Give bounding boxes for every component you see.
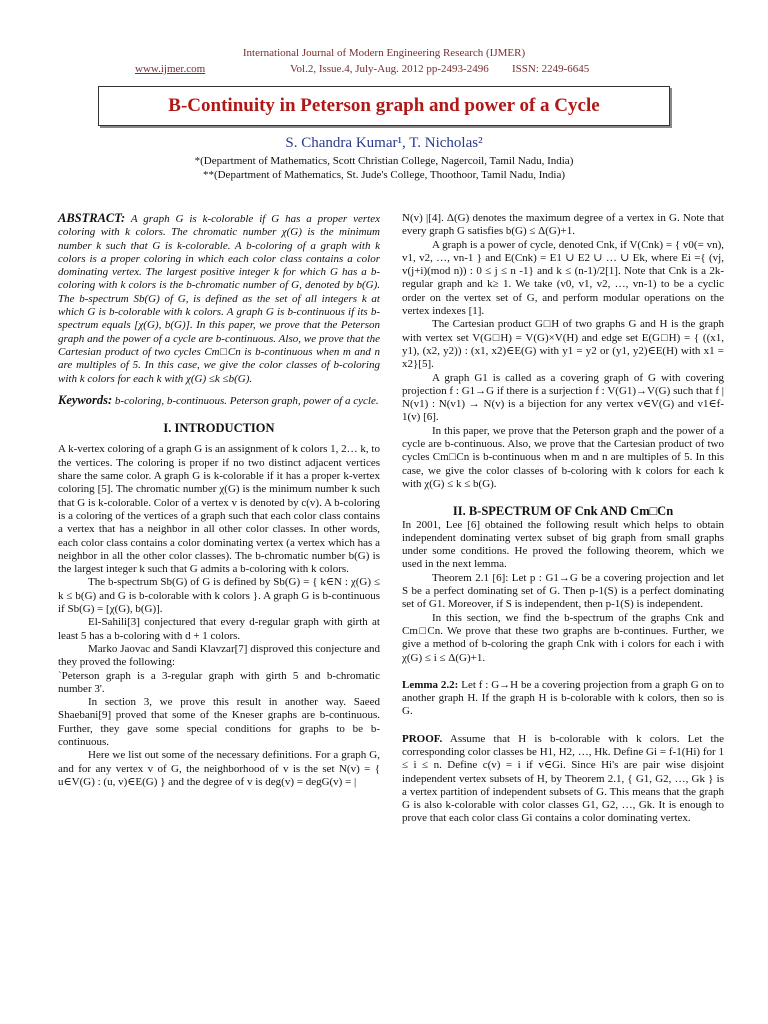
issn-info: ISSN: 2249-6645 — [512, 63, 590, 75]
lemma-text: Let f : G→H be a covering projection from a graph G on to another graph H. If the graph H is b-colorable with k colors, then so is G. — [402, 678, 724, 718]
authors: S. Chandra Kumar¹, T. Nicholas² — [285, 135, 483, 151]
proof-label: PROOF. — [402, 732, 443, 745]
keywords-text: b-coloring, b-continuous. Peterson graph, power of a cycle. — [114, 394, 379, 407]
proof-paragraph — [402, 733, 724, 826]
volume-info: Vol.2, Issue.4, July-Aug. 2012 pp-2493-2496 — [290, 63, 489, 75]
intro-paragraph-3: El-Sahili[3] conjectured that every d-regular graph with girth at least 5 has a b-coloring with d + 1 colors. — [58, 616, 380, 642]
right-paragraph-4: A graph G1 is called as a covering graph of G with covering projection f : G1→G if there is a surjection f : V(G1)→V(G) such that f | N(v1) : N(v1) → N(v) is a bijection for any vertex v∈V(G) and v1∈f-1(v) [6]. — [402, 371, 724, 424]
intro-paragraph-2: The b-spectrum Sb(G) of G is defined by Sb(G) = { k∈N : χ(G) ≤ k ≤ b(G) and G is b-colorable with k colors }. A graph G is b-continuous if Sb(G) = [χ(G), b(G)]. — [58, 576, 380, 616]
journal-url-link[interactable]: www.ijmer.com — [135, 63, 206, 75]
abstract-text: A graph G is k-colorable if G has a proper vertex coloring with k colors. The chromatic number χ(G) is the minimum number k such that G is k-colorable. A b-coloring of a graph with k colors is a proper coloring in which each color class contains a color dominating vertex. The largest positive integer k for which G has a b-coloring with k colors is the b-chromatic number of G, denoted by b(G). The b-spectrum Sb(G) of G, is defined as the set of all integers k at which G is b-colorable with k colors. A graph G is b-continuous if its b-spectrum equals [χ(G), b(G)]. In this paper, we prove that the Peterson graph and the power of a cycle are b-continuous. Also, we prove that the Cartesian product of two cycles Cm□Cn is b-continuous when m and n are multiples of 5. In this case, we give the color classes of b-coloring with k colors for each k with χ(G) ≤k ≤b(G). — [58, 213, 380, 385]
right-paragraph-8: In this section, we find the b-spectrum of the graphs Cnk and Cm□Cn. We prove that these two graphs are b-continues. Further, we give a method of b-coloring the graph Cnk with i colors for each i with χ(G) ≤ i ≤ Δ(G)+1. — [402, 611, 724, 664]
keywords-label: Keywords: — [58, 392, 113, 407]
theorem-paragraph: Theorem 2.1 [6]: Let p : G1→G be a covering projection and let S be a perfect dominating set of G. Then p-1(S) is a perfect dominating set of G1. Moreover, if S is independent, then p-1(S) is independent. — [402, 571, 724, 611]
intro-paragraph-6: In section 3, we prove this result in another way. Saeed Shaebani[9] proved that some of the Kneser graphs are b-continuous. Further, they gave some special conditions for graphs to be b-continuous. — [58, 696, 380, 748]
journal-name: International Journal of Modern Engineering Research (IJMER) — [242, 47, 526, 59]
right-paragraph-1: N(v) |[4]. Δ(G) denotes the maximum degree of a vertex in G. Note that every graph G satisfies b(G) ≤ Δ(G)+1. — [402, 212, 724, 238]
left-column — [58, 212, 380, 789]
right-paragraph-5: In this paper, we prove that the Peterson graph and the power of a cycle are b-continuous. Also, we prove that the Cartesian product of two cycles Cm□Cn is b-continuous when m and n are multiples of 5. In this case, we give the color classes of b-coloring with k colors for each k with χ(G) ≤ k ≤ b(G). — [402, 424, 724, 490]
intro-paragraph-1: A k-vertex coloring of a graph G is an assignment of k colors 1, 2… k, to the vertices. The coloring is proper if no two distinct adjacent vertices share the same color. A graph G is k-colorable if it has a proper k-vertex coloring [5]. The chromatic number χ(G) is the minimum number k such that G is k-colorable. Color of a vertex v is denoted by c(v). A b-coloring is a coloring of the vertices of a graph such that each color class contains a vertex that has a neighbor in all other color classes. In other words, each color class contains a color dominating vertex (a vertex which has a neighbor in all the other color classes). The b-chromatic number b(G) is the largest integer k such that G admits a b-coloring with k colors. — [58, 443, 380, 576]
abstract-paragraph — [58, 212, 380, 386]
abstract-label: ABSTRACT: — [58, 211, 126, 225]
proof-text: Assume that H is b-colorable with k colors. Let the corresponding color classes be H1, H2, …, Hk. Define Gi = f-1(Hi) for 1 ≤ i ≤ n. Define c(v) = i if v∈Gi. Since Hi's are pair wise disjoint independent vertex subsets of H, by Theorem 2.1, { G1, G2, …, Gk } is a vertex partition of independent subsets of G. This means that the graph G is also k-colorable with color classes G1, G2, …, Gk. It is enough to prove that each color class Gi contains a color dominating vertex. — [402, 732, 724, 825]
intro-paragraph-7: Here we list out some of the necessary definitions. For a graph G, and for any vertex v of G, the neighborhood of v is the set N(v) = { u∈V(G) : (u, v)∈E(G) } and the degree of v is deg(v) = degG(v) = | — [58, 749, 380, 788]
right-paragraph-3: The Cartesian product G□H of two graphs G and H is the graph with vertex set V(G□H) = V(G)×V(H) and edge set E(G□H) = { ((x1, y1), (x2, y2)) : (x1, x2)∈E(G) with y1 = y2 or (y1, y2)∈E(H) with x1 = x2}[5]. — [402, 318, 724, 371]
section-heading-b-spectrum: II. B-SPECTRUM OF Cnk AND Cm□Cn — [452, 504, 674, 519]
title-box — [98, 86, 670, 126]
right-paragraph-2: A graph is a power of cycle, denoted Cnk, if V(Cnk) = { v0(= vn), v1, v2, …, vn-1 } and E(Cnk) = E1 ∪ E2 ∪ … ∪ Ek, where Ei ={ (vj, v(j+i)(mod n)) : 0 ≤ j ≤ n -1} and k ≤ (n-1)/2[1]. Note that Cnk is a 2k-regular graph and k≥ 1. We take (v0, v1, v2, …, vn-1) to be a cyclic order on the vertex set of G, and perform modular operations on the vertex indexes [1]. — [402, 238, 724, 318]
affiliation-1: *(Department of Mathematics, Scott Christian College, Nagercoil, Tamil Nadu, India) — [194, 155, 574, 167]
paper-title: B-Continuity in Peterson graph and power of a Cycle — [168, 95, 600, 116]
affiliation-2: **(Department of Mathematics, St. Jude's College, Thoothoor, Tamil Nadu, India) — [202, 169, 566, 181]
keywords-paragraph — [58, 394, 380, 408]
lemma-label: Lemma 2.2: — [402, 678, 459, 691]
section-heading-introduction: I. INTRODUCTION — [163, 421, 275, 436]
right-paragraph-6: In 2001, Lee [6] obtained the following result which helps to obtain independent dominating vertex subset of big graph from small graphs under some conditions. He proved the following theorem, which we used in the next lemma. — [402, 518, 724, 571]
lemma-paragraph — [402, 679, 724, 719]
right-column — [402, 212, 724, 826]
intro-paragraph-4: Marko Jaovac and Sandi Klavzar[7] disproved this conjecture and they proved the following: — [58, 642, 380, 669]
intro-paragraph-5: `Peterson graph is a 3-regular graph with girth 5 and b-chromatic number 3'. — [58, 669, 380, 695]
